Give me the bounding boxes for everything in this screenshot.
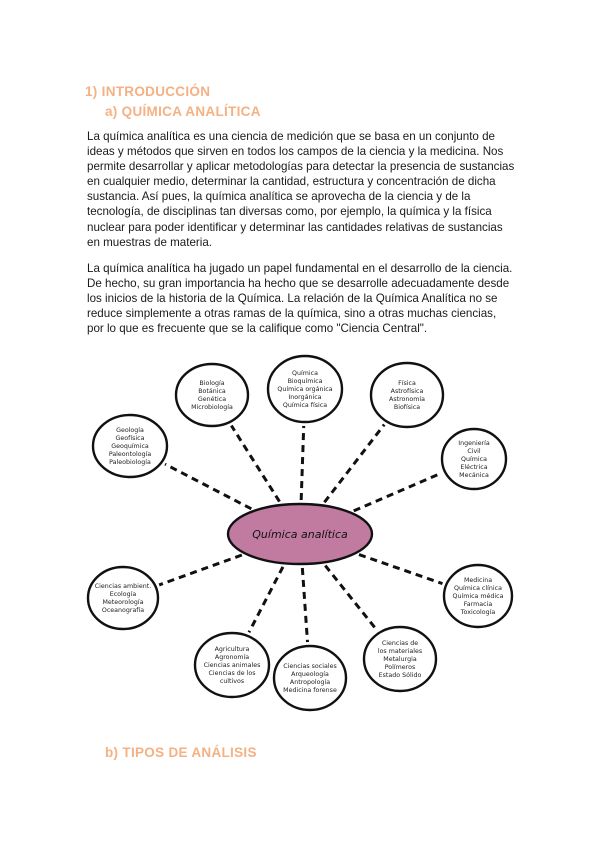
node-label-ingenieria-4: Mecánica — [459, 472, 489, 479]
node-label-materiales-3: Polímeros — [384, 664, 416, 671]
node-ellipse-biologia — [176, 364, 248, 426]
node-label-biologia-0: Biología — [199, 380, 225, 387]
node-label-quimica-1: Bioquímica — [287, 378, 323, 385]
node-label-medicina-3: Farmacia — [463, 601, 493, 608]
node-label-sociales-3: Medicina forense — [283, 687, 337, 694]
node-label-quimica-2: Química orgánica — [277, 386, 333, 393]
connector-ambiente — [159, 555, 242, 585]
connector-sociales — [302, 568, 307, 642]
node-label-biologia-1: Botánica — [198, 388, 226, 395]
node-ellipse-fisica — [371, 363, 443, 427]
node-label-quimica-0: Química — [292, 370, 318, 377]
paragraph-importance: La química analítica ha jugado un papel fundamental en el desarrollo de la ciencia. De hecho, su gran importancia ha hecho que se desarrolle adecuadamente desde los inicios de la historia de la Química. La relación de la Química Analítica no se reduce simplemente a otras ramas de la química, sino a otras muchas ciencias, por lo que es frecuente que se la califique como "Ciencia Central". — [87, 262, 513, 336]
node-label-materiales-4: Estado Sólido — [378, 672, 422, 679]
mind-map-node-ingenieria — [442, 429, 506, 489]
mind-map-node-agricultura — [195, 633, 269, 697]
node-label-materiales-0: Ciencias de — [381, 640, 419, 647]
connector-medicina — [359, 555, 442, 584]
subsection-heading-quimica-analitica: a) QUÍMICA ANALÍTICA — [105, 104, 261, 119]
node-label-sociales-1: Arqueología — [291, 671, 329, 678]
paragraph-definition: La química analítica es una ciencia de medición que se basa en un conjunto de ideas y métodos que sirven en todos los campos de la ciencia y la medicina. Nos permite desarrollar y aplicar metodologías para detectar la presencia de sustancias en cualquier medio, determinar la cantidad, estructura y concentración de dicha sustancia. Así pues, la química analítica se aprovecha de la ciencia y de la tecnología, de disciplinas tan diversas como, por ejemplo, la química y la física nuclear para poder identificar y determinar las cantidades relativas de sustancias en muestras de materia. — [87, 130, 515, 249]
subsection-heading-tipos-de-analisis: b) TIPOS DE ANÁLISIS — [105, 745, 257, 760]
mind-map-center-label: Química analítica — [252, 528, 348, 541]
section-heading-introduccion: 1) INTRODUCCIÓN — [85, 84, 211, 99]
node-label-ambiente-3: Oceanografía — [101, 607, 145, 614]
node-label-materiales-1: los materiales — [377, 648, 423, 655]
node-label-geologia-4: Paleobiología — [109, 459, 151, 466]
mind-map-node-medicina — [444, 565, 512, 627]
mind-map-node-quimica — [268, 356, 342, 422]
mind-map-node-ambiente — [88, 567, 158, 629]
node-label-medicina-0: Medicina — [463, 577, 493, 584]
connector-fisica — [324, 425, 384, 503]
mind-map-diagram — [0, 348, 600, 718]
node-label-agricultura-4: cultivos — [219, 678, 245, 685]
node-ellipse-ambiente — [88, 567, 158, 629]
node-label-geologia-1: Geofísica — [115, 435, 145, 442]
node-label-ambiente-0: Ciencias ambient. — [94, 583, 152, 590]
node-label-fisica-3: Biofísica — [393, 404, 421, 411]
node-label-materiales-2: Metalurgia — [383, 656, 417, 663]
node-label-ingenieria-2: Química — [461, 456, 487, 463]
node-label-ambiente-2: Meteorología — [102, 599, 144, 606]
node-label-quimica-4: Química física — [282, 402, 328, 409]
node-label-geologia-0: Geología — [116, 427, 144, 434]
node-label-fisica-1: Astrofísica — [390, 388, 424, 395]
node-label-fisica-0: Física — [398, 380, 416, 387]
node-label-agricultura-2: Ciencias animales — [203, 662, 261, 669]
node-label-medicina-1: Química clínica — [454, 585, 502, 592]
node-ellipse-sociales — [274, 646, 346, 710]
node-label-agricultura-0: Agricultura — [214, 646, 250, 653]
node-label-sociales-2: Antropología — [289, 679, 331, 686]
node-label-ingenieria-1: Civil — [467, 448, 481, 455]
mind-map-node-materiales — [364, 627, 436, 691]
node-label-fisica-2: Astronomía — [389, 396, 425, 403]
mind-map-node-sociales — [274, 646, 346, 710]
mind-map-node-biologia — [176, 364, 248, 426]
node-label-ingenieria-0: Ingeniería — [458, 440, 490, 447]
node-label-medicina-4: Toxicología — [460, 609, 496, 616]
mind-map-node-geologia — [93, 415, 167, 477]
connector-biologia — [231, 426, 279, 502]
node-label-geologia-2: Geoquímica — [111, 443, 149, 450]
node-label-geologia-3: Paleontología — [108, 451, 152, 458]
connector-agricultura — [249, 567, 283, 632]
node-label-biologia-2: Genética — [197, 396, 227, 403]
mind-map-node-fisica — [371, 363, 443, 427]
node-label-ingenieria-3: Eléctrica — [460, 464, 488, 471]
node-label-medicina-2: Química médica — [452, 593, 504, 600]
connector-ingenieria — [354, 473, 442, 511]
node-label-ambiente-1: Ecología — [109, 591, 137, 598]
connector-materiales — [325, 566, 376, 630]
connector-geologia — [165, 464, 251, 509]
node-label-sociales-0: Ciencias sociales — [283, 663, 337, 670]
node-label-quimica-3: Inorgánica — [288, 394, 322, 401]
node-label-biologia-3: Microbiología — [191, 404, 233, 411]
node-label-agricultura-1: Agronomía — [214, 654, 250, 661]
node-label-agricultura-3: Ciencias de los — [208, 670, 256, 677]
connector-quimica — [301, 426, 304, 500]
